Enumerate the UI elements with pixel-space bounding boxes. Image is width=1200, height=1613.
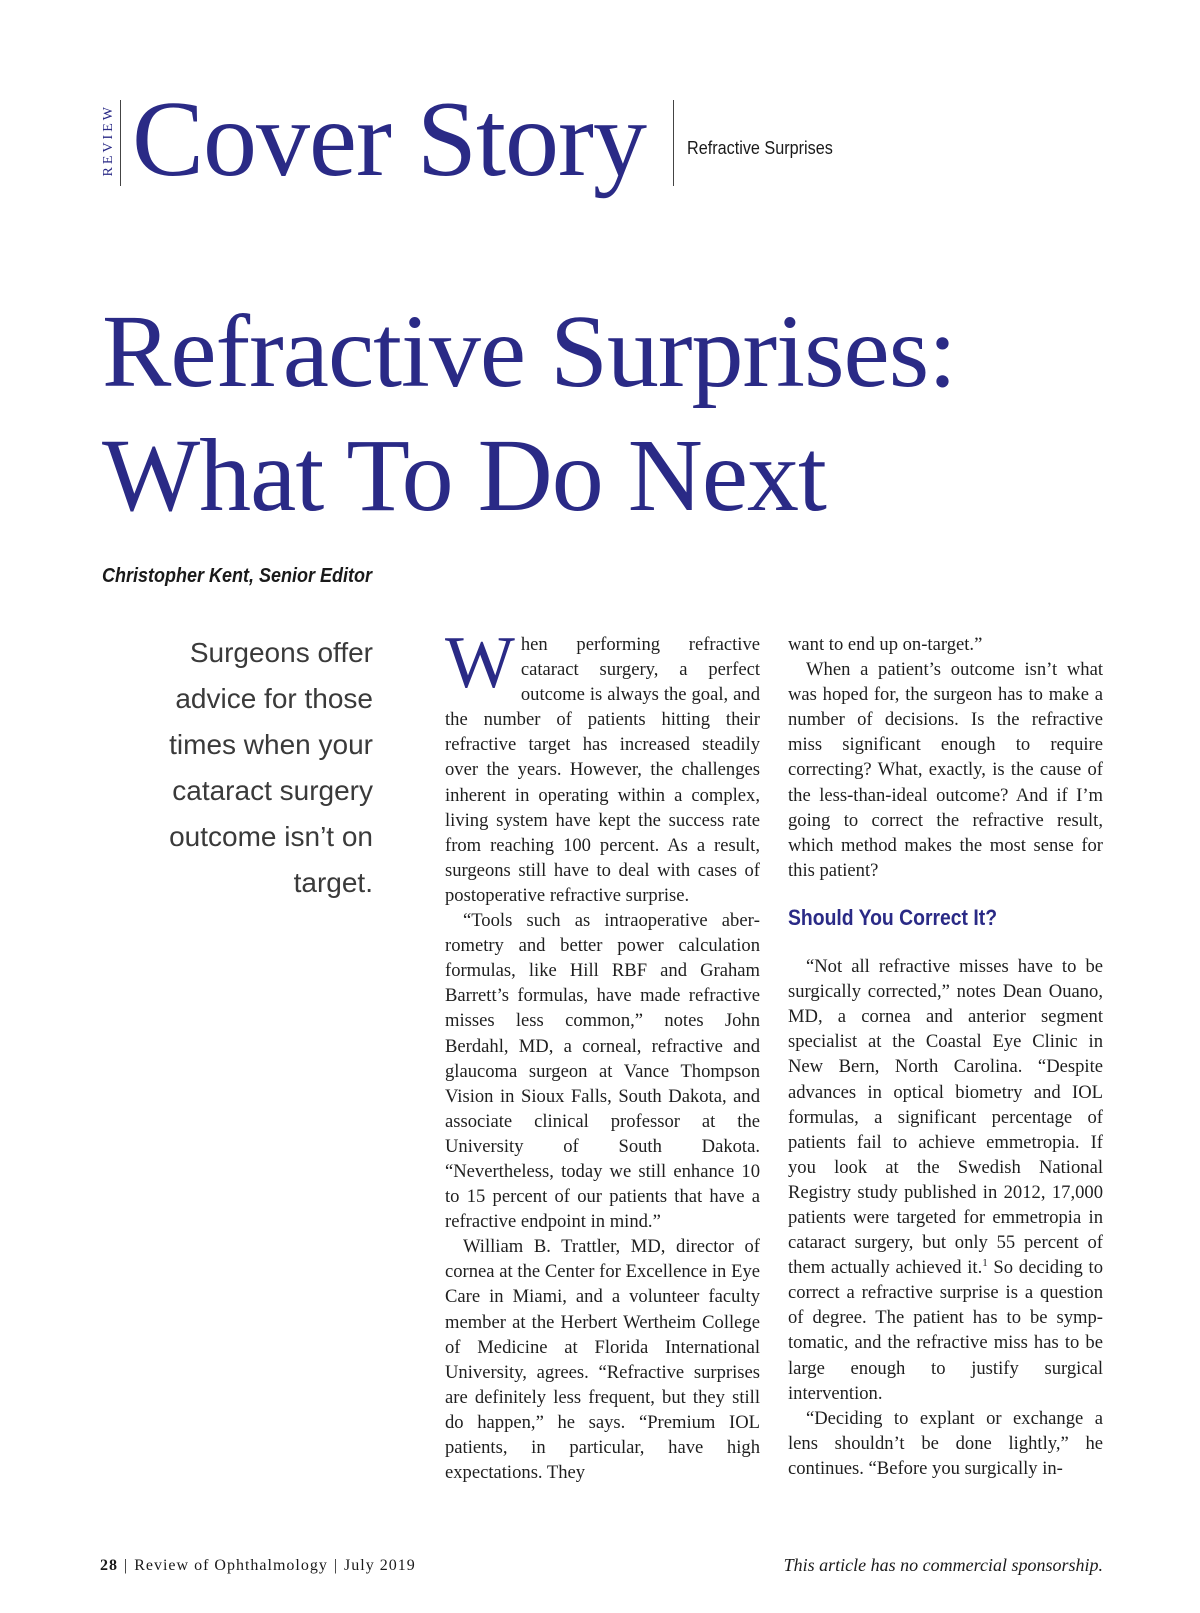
drop-cap: W (445, 622, 515, 704)
headline-line-1: Refractive Surprises: (102, 294, 957, 409)
body-paragraph: When a patient’s outcome isn’t what was hoped for, the surgeon has to make a number of decisions. Is the refractive miss significant enough to require correcting? What, exactly, is the cause of the less-than-ideal outcome? And if I’m going to correct the refractive result, which method makes the most sense for this patient? (788, 659, 1103, 881)
section-topic: Refractive Surprises (687, 138, 833, 158)
page-number: 28 (100, 1557, 118, 1574)
subheading: Should You Correct It? (788, 904, 998, 930)
byline: Christopher Kent, Senior Editor (102, 565, 373, 587)
page-footer (100, 1557, 416, 1575)
article-deck: Surgeons offer advice for those times when your cataract surgery outcome isn’t on target. (169, 637, 373, 898)
body-column-1 (445, 622, 760, 1485)
body-paragraph (788, 954, 1103, 1406)
body-paragraph (445, 622, 760, 908)
body-paragraph: want to end up on-target.” (788, 634, 983, 655)
footer-separator: | (333, 1557, 339, 1574)
review-tag: REVIEW (101, 104, 116, 177)
citation-reference[interactable]: 1 (982, 1256, 988, 1269)
section-divider (673, 100, 674, 186)
paragraph-text: “Not all refractive misses have to be surgically corrected,” notes Dean Ouano, MD, a cornea and anterior segment specialist at the Coastal Eye Clinic in New Bern, North Carolina. “Despite advances in optical biometry and IOL formulas, a significant percentage of patients fail to achieve emmetropia. If you look at the Swedish National Registry study published in 2012, 17,000 patients were targeted for emmetropia in cataract surgery, but only 55 percent of them actually achieved it. (788, 956, 1103, 1279)
paragraph-text: So deciding to correct a refractive surprise is a question of degree. The patient has to be symptomatic, and the refractive miss has to be large enough to justify surgical intervention. (788, 1257, 1103, 1404)
body-paragraph: “Tools such as intraoperative aberrometry and better power calculation formulas, like Hill RBF and Graham Barrett’s formulas, have made refractive misses less common,” notes John Berdahl, MD, a corneal, refractive and glaucoma surgeon at Vance Thompson Vision in Sioux Falls, South Dakota, and associate clinical professor at the University of South Dakota. “Nevertheless, today we still enhance 10 to 15 percent of our patients that have a refractive endpoint in mind.” (445, 910, 760, 1233)
footer-separator: | (124, 1557, 129, 1574)
section-title: Cover Story (132, 80, 646, 199)
body-paragraph: “Deciding to explant or exchange a lens shouldn’t be done lightly,” he continues. “Before you surgically in- (788, 1407, 1103, 1479)
body-paragraph: William B. Trattler, MD, director of cornea at the Center for Excellence in Eye Care in Miami, and a volunteer faculty member at the Herbert Wertheim College of Medicine at Florida International University, agrees. “Refractive surprises are definitely less frequent, but they still do happen,” he says. “Premium IOL patients, in particular, have high expectations. They (445, 1236, 760, 1484)
review-divider (120, 100, 121, 186)
issue-date: July 2019 (344, 1557, 416, 1574)
paragraph-text: hen performing refractive cataract surgery, a perfect outcome is always the goal, and the number of patients hitting their refractive target has increased steadily over the years. However, the challenges inherent in operating within a complex, living system have kept the success rate from reaching 100 percent. As a result, surgeons still have to deal with cases of postoperative refractive surprise. (445, 634, 760, 906)
article-headline (102, 290, 1102, 538)
body-column-2 (788, 632, 1103, 1481)
headline-line-2: What To Do Next (102, 418, 826, 533)
sponsorship-note: This article has no commercial sponsorship. (783, 1555, 1103, 1575)
publication-name: Review of Ophthalmology (134, 1557, 328, 1574)
